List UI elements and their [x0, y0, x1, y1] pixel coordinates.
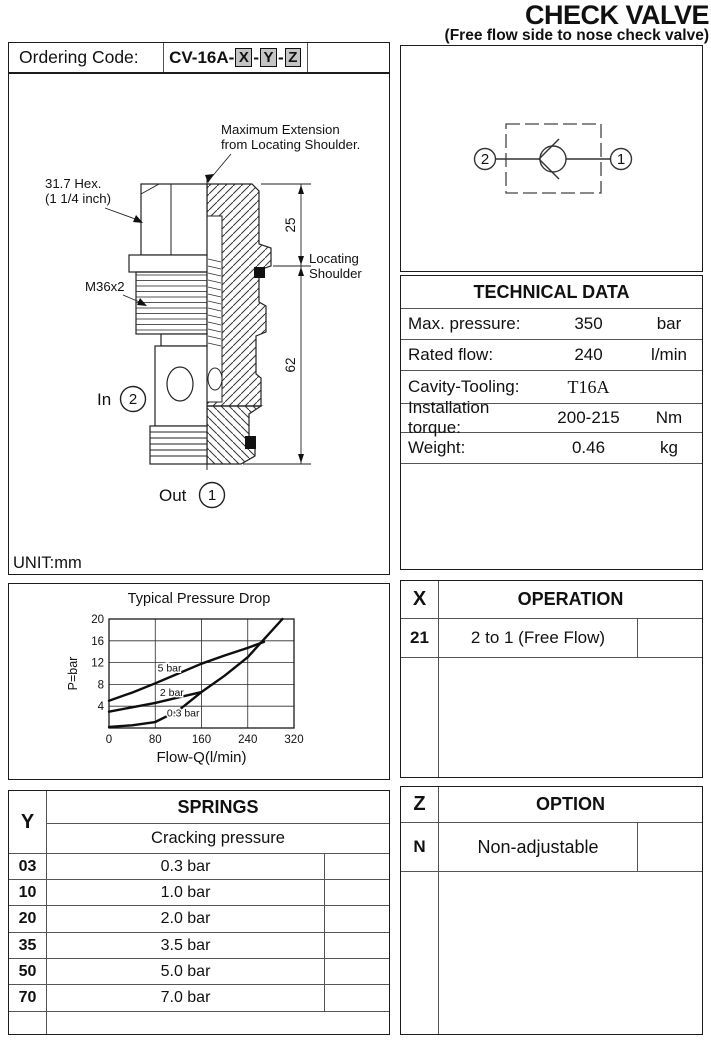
valve-section-hatched	[207, 184, 271, 464]
washer	[129, 255, 207, 272]
row-code: N	[401, 823, 439, 871]
hex-label-line2: (1 1/4 inch)	[45, 191, 111, 206]
y-tick-label: 20	[91, 614, 104, 626]
operation-empty-area	[401, 658, 702, 777]
pressure-drop-chart-box	[8, 583, 390, 780]
curve-label: 5 bar	[157, 662, 182, 675]
page-subtitle: (Free flow side to nose check valve)	[444, 27, 709, 44]
empty-code-column	[401, 658, 439, 777]
row-empty-cell	[324, 854, 389, 879]
row-value: 0.46	[571, 438, 606, 457]
row-label: Installation torque:	[408, 398, 490, 437]
springs-title: SPRINGS	[47, 791, 389, 824]
springs-header	[9, 791, 389, 853]
table-row	[9, 905, 389, 932]
table-row	[9, 879, 389, 905]
table-row	[9, 932, 389, 958]
hex-leader	[105, 208, 138, 220]
y-axis-label: P=bar	[66, 656, 80, 691]
springs-empty-row	[9, 1011, 389, 1034]
y-tick-label: 16	[91, 635, 104, 648]
row-value: 2.0 bar	[160, 910, 211, 927]
max-extension-arrow	[205, 174, 214, 183]
table-row	[401, 309, 702, 340]
operation-table	[400, 580, 703, 778]
springs-header-stack	[47, 791, 389, 853]
option-empty-area	[401, 872, 702, 1034]
code-part-y: Y	[260, 48, 277, 67]
row-code: 03	[9, 854, 47, 879]
check-valve-schematic	[401, 46, 701, 270]
pressure-drop-chart	[9, 584, 388, 778]
locating-shoulder-label-line2: Shoulder	[309, 266, 362, 281]
max-extension-label-line2: from Locating Shoulder.	[221, 137, 361, 152]
locating-shoulder-label-line1: Locating	[309, 251, 359, 266]
row-code: 10	[9, 880, 47, 905]
row-label: Max. pressure:	[408, 314, 521, 333]
operation-header-row	[401, 581, 702, 619]
x-tick-label: 80	[148, 734, 162, 746]
inlet-hole	[167, 367, 193, 401]
row-value: 200-215	[557, 408, 620, 427]
table-row	[401, 619, 702, 658]
row-value: T16A	[567, 376, 610, 397]
option-table	[400, 786, 703, 1035]
max-extension-label-line1: Maximum Extension	[221, 122, 340, 137]
row-empty-cell	[324, 959, 389, 984]
x-tick-label: 320	[284, 734, 304, 746]
out-port-number: 1	[207, 487, 217, 504]
x-tick-label: 240	[238, 734, 258, 746]
thread-label: M36x2	[85, 279, 125, 294]
poppet	[208, 368, 222, 390]
ordering-code-value	[164, 43, 308, 72]
y-tick-label: 4	[97, 701, 104, 714]
row-code: 35	[9, 933, 47, 958]
in-label: In	[97, 390, 112, 409]
technical-data-title: TECHNICAL DATA	[401, 276, 702, 309]
row-unit: l/min	[651, 345, 687, 364]
chart-title: Typical Pressure Drop	[127, 591, 271, 607]
row-empty-cell	[637, 619, 702, 657]
row-value: 350	[574, 314, 603, 333]
x-axis-label: Flow-Q(l/min)	[156, 749, 247, 766]
neck	[161, 334, 207, 346]
row-code: 70	[9, 985, 47, 1011]
valve-drawing-box	[8, 73, 390, 575]
out-label: Out	[159, 486, 187, 505]
code-prefix: CV-16A-	[169, 47, 235, 67]
row-value: 240	[574, 345, 603, 364]
row-value: 3.5 bar	[160, 936, 211, 954]
thread-section	[136, 272, 207, 334]
table-row	[401, 398, 702, 437]
row-value: 0.3 bar	[160, 857, 211, 875]
row-label: Rated flow:	[408, 345, 494, 364]
code-part-x: X	[235, 48, 252, 67]
row-description: Non-adjustable	[477, 836, 599, 857]
page-title: CHECK VALVE	[524, 0, 709, 30]
curve-label: 0.3 bar	[166, 707, 200, 720]
springs-subtitle: Cracking pressure	[151, 829, 285, 847]
row-value: 5.0 bar	[160, 962, 211, 980]
table-row	[9, 984, 389, 1011]
row-value: 1.0 bar	[160, 883, 211, 901]
row-empty-cell	[324, 933, 389, 958]
x-tick-label: 0	[105, 734, 113, 746]
row-label: Weight:	[408, 438, 466, 457]
x-tick-label: 160	[191, 734, 212, 746]
option-header-row	[401, 787, 702, 823]
row-empty-cell	[637, 823, 702, 871]
row-empty-cell	[324, 880, 389, 905]
option-code-header: Z	[401, 787, 439, 822]
row-code: 21	[401, 619, 439, 657]
curve-label: 2 bar	[159, 686, 184, 699]
springs-table	[8, 790, 390, 1035]
operation-title: OPERATION	[517, 589, 624, 609]
row-unit: bar	[656, 314, 682, 333]
table-row	[401, 340, 702, 371]
hex-label-line1: 31.7 Hex.	[45, 176, 102, 191]
check-ball	[540, 146, 566, 172]
code-sep-2: -	[278, 47, 284, 67]
operation-code-header: X	[401, 581, 439, 618]
table-row	[401, 823, 702, 872]
technical-data-table	[400, 275, 703, 570]
code-sep-1: -	[253, 47, 259, 67]
option-title: OPTION	[535, 794, 605, 814]
row-empty-cell	[324, 985, 389, 1011]
dim-25-label: 25	[283, 217, 298, 233]
ordering-code-empty-cell	[308, 43, 389, 72]
row-code: 20	[9, 906, 47, 932]
row-value: 7.0 bar	[160, 989, 211, 1006]
springs-code-header: Y	[9, 791, 47, 853]
table-row	[9, 853, 389, 879]
row-code: 50	[9, 959, 47, 984]
hex-head	[141, 184, 207, 255]
code-part-z: Z	[285, 48, 301, 67]
table-row	[9, 958, 389, 984]
empty-code-cell	[9, 1012, 47, 1034]
dim-62-label: 62	[283, 357, 298, 373]
curve-5-bar	[109, 642, 264, 701]
valve-cross-section-drawing	[9, 74, 388, 573]
schematic-box	[400, 45, 703, 272]
y-tick-label: 12	[91, 657, 104, 670]
row-empty-cell	[324, 906, 389, 932]
ordering-code-label: Ordering Code:	[9, 43, 164, 72]
row-description: 2 to 1 (Free Flow)	[470, 628, 606, 647]
ordering-code-box	[8, 42, 390, 73]
y-tick-label: 8	[97, 679, 104, 692]
row-label: Cavity-Tooling:	[408, 377, 520, 396]
schematic-port-2-number: 2	[480, 151, 490, 168]
row-unit: kg	[660, 438, 678, 457]
schematic-port-1-number: 1	[616, 151, 626, 168]
empty-code-column	[401, 872, 439, 1034]
seal-upper	[254, 267, 265, 278]
in-port-number: 2	[128, 391, 138, 408]
unit-label: UNIT:mm	[13, 554, 82, 572]
seal-lower	[245, 436, 256, 449]
row-unit: Nm	[655, 408, 683, 427]
table-row	[401, 433, 702, 464]
